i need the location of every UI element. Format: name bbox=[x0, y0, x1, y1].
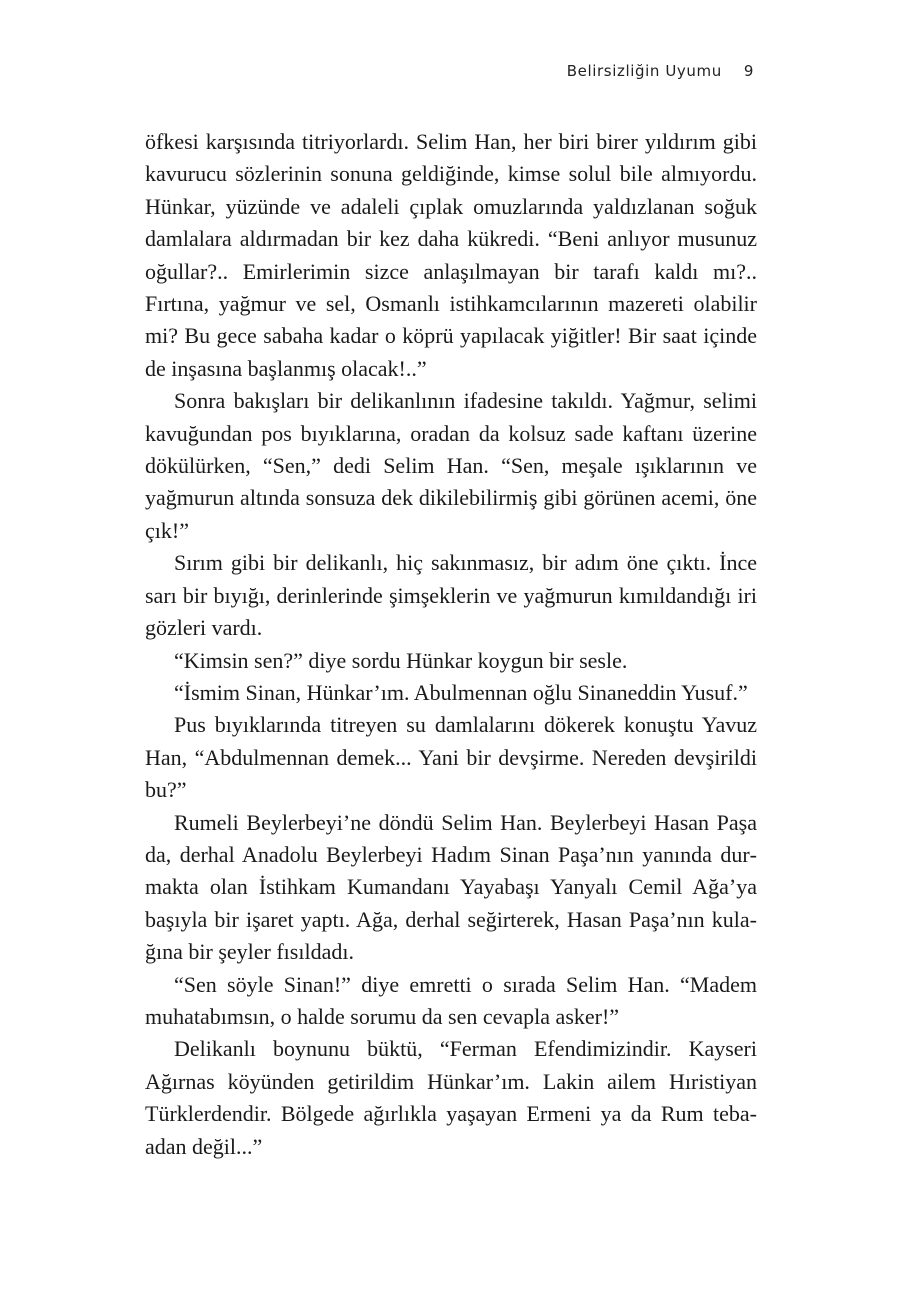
paragraph-3: Sırım gibi bir delikanlı, hiç sakınmasız, bir adım öne çıktı. İnce sarı bir bıyığı, derinlerinde şimşeklerin ve yağmurun kımıldandığı iri gözleri vardı. bbox=[145, 550, 757, 641]
paragraph-2: Sonra bakışları bir delikanlının ifadesine takıldı. Yağmur, selimi kavuğundan pos bıyıklarına, oradan da kolsuz sade kaftanı üzerine dökülürken, “Sen,” dedi Selim Han. “Sen, meşale ışıklarının ve yağmurun altında sonsuza dek dikilebilirmiş gibi görünen acemi, öne çık!” bbox=[145, 388, 757, 543]
page-number: 9 bbox=[743, 62, 754, 80]
paragraph-8: “Sen söyle Sinan!” diye emretti o sırada Selim Han. “Madem muhatabımsın, o halde sorumu da sen cevapla asker!” bbox=[145, 971, 757, 1029]
paragraph-6: Pus bıyıklarında titreyen su damlalarını dökerek konuştu Yavuz Han, “Abdulmennan demek... Yani bir devşirme. Nereden devşirildi bu?” bbox=[145, 712, 757, 803]
paragraph-7: Rumeli Beylerbeyi’ne döndü Selim Han. Beylerbeyi Hasan Paşa da, derhal Anadolu Beylerbeyi Hadım Sinan Paşa’nın yanında durmakta olan İstihkam Kumandanı Yayabaşı Yanyalı Cemil Ağa’ya başıyla bir işaret yaptı. Ağa, derhal seğirterek, Hasan Paşa’nın kulağına bir şeyler fısıldadı. bbox=[145, 809, 757, 965]
running-header bbox=[567, 62, 754, 80]
paragraph-1: öfkesi karşısında titriyorlardı. Selim Han, her biri birer yıldırım gibi kavurucu sözlerinin sonuna geldiğinde, kimse solul bile almıyordu. Hünkar, yüzünde ve adaleli çıplak omuzlarında yaldızlanan soğuk damlalara aldırmadan bir kez daha kükredi. “Beni anlıyor musunuz oğullar?.. Emirlerimin sizce anlaşılmayan bir tarafı kaldı mı?.. Fırtına, yağmur ve sel, Osmanlı istihkamcılarının mazereti olabilir mi? Bu gece sabaha kadar o köprü yapılacak yiğitler! Bir saat içinde de inşasına başlanmış olacak!..” bbox=[145, 129, 757, 381]
paragraph-4: “Kimsin sen?” diye sordu Hünkar koygun bir sesle. bbox=[174, 647, 628, 673]
paragraph-5: “İsmim Sinan, Hünkar’ım. Abulmennan oğlu Sinaneddin Yusuf.” bbox=[174, 679, 748, 705]
running-title: Belirsizliğin Uyumu bbox=[566, 62, 722, 80]
paragraph-9: Delikanlı boynunu büktü, “Ferman Efendimizindir. Kayseri Ağırnas köyünden getirildim Hünkar’ım. Lakin ailem Hıristiyan Türklerdendir. Bölgede ağırlıkla yaşayan Ermeni ya da Rum tebaadan değil...” bbox=[145, 1036, 757, 1159]
body-text bbox=[145, 126, 757, 1163]
